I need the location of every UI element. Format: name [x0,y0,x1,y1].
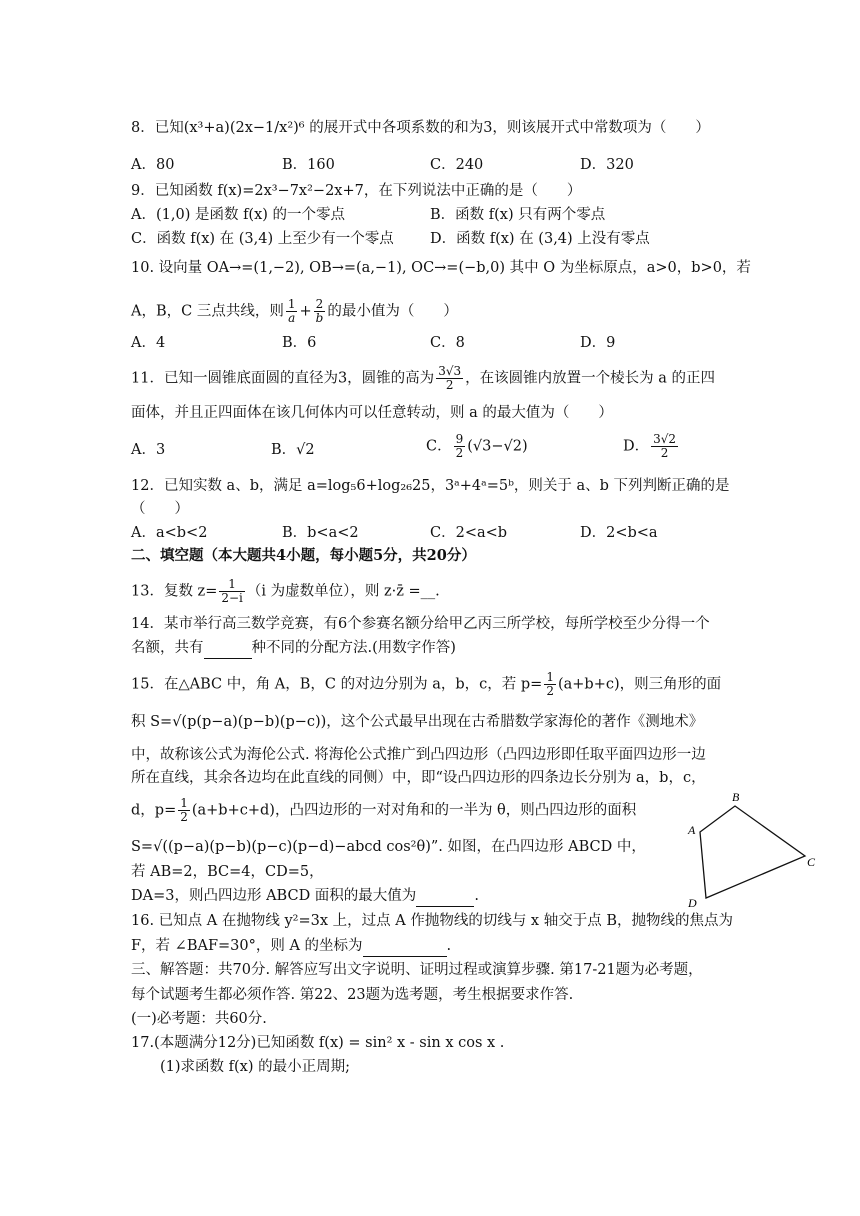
q8-option-b: B．160 [282,157,335,173]
q11-option-c-num: 9 [455,432,464,446]
q10-line1: 10. 设向量 OA→=(1,−2), OB→=(a,−1), OC→=(−b,0) 其中 O 为坐标原点，a>0，b>0，若 [131,260,751,276]
q14-answer-blank[interactable] [204,638,252,659]
section-3-heading: 三、解答题：共70分. 解答应写出文字说明、证明过程或演算步骤. 第17-21题为必考题， [131,962,703,978]
vertex-label-c: C [807,855,816,869]
q15-line1-post: (a+b+c)，则三角形的面 [557,676,722,693]
q14-line2 [131,638,456,659]
q11-option-d-frac [651,433,678,460]
q15-line6: S=√((p−a)(p−b)(p−c)(p−d)−abcd cos²θ)”. 如图，在凸四边形 ABCD 中， [131,839,646,855]
q9-option-b: B．函数 f(x) 只有两个零点 [430,207,606,223]
q10-option-b: B．6 [282,335,317,351]
q10-frac2-num: 2 [314,298,326,312]
q14-line2-pre: 名额，共有 [131,640,204,656]
q9-option-a: A．(1,0) 是函数 f(x) 的一个零点 [131,207,346,223]
q11-height-den: 2 [445,378,454,392]
q12-line1: 12．已知实数 a、b，满足 a=log₅6+log₂₆25，3ᵃ+4ᵃ=5ᵇ，则关于 a、b 下列判断正确的是 [131,478,730,494]
q12-option-b: B．b<a<2 [282,525,359,541]
q14-line1: 14．某市举行高三数学竞赛，有6个参赛名额分给甲乙丙三所学校，每所学校至少分得一个 [131,616,710,632]
q15-line7: 若 AB=2，BC=4，CD=5， [131,864,324,880]
q11-height-num: 3√3 [438,364,462,378]
q15-p-num: 1 [546,670,554,684]
q11-height-frac [436,365,463,392]
q15-line8-post: . [474,888,479,904]
quadrilateral-abcd [700,806,805,898]
q15-line4: 所在直线，其余各边均在此直线的同侧）中，即“设凸四边形的四条边长分别为 a，b，c， [131,770,706,786]
q16-line1: 16. 已知点 A 在抛物线 y²=3x 上，过点 A 作抛物线的切线与 x 轴交于点 B，抛物线的焦点为 [131,913,733,929]
q12-option-d: D．2<b<a [580,525,658,541]
section-2-heading: 二、填空题（本大题共4小题，每小题5分，共20分） [131,547,476,564]
required-heading: (一)必考题：共60分. [131,1011,267,1027]
q10-line2 [131,298,458,325]
q11-option-d-label: D． [623,438,650,455]
q15-answer-blank[interactable] [416,886,474,907]
q16-line2-post: . [446,938,452,954]
q16-answer-blank[interactable] [363,936,447,957]
q10-line2-pre: A，B，C 三点共线，则 [131,303,284,320]
q11-option-d-den: 2 [660,446,669,460]
q11-option-d-num: 3√2 [653,432,677,446]
q13-frac [219,578,245,605]
q15-line3: 中，故称该公式为海伦公式. 将海伦公式推广到凸四边形（凸四边形即任取平面四边形一边 [131,747,706,763]
q15-line1 [131,671,721,698]
q9-option-d: D．函数 f(x) 在 (3,4) 上没有零点 [430,231,650,247]
q11-option-d [623,433,680,460]
section-3-note: 每个试题考生都必须作答. 第22、23题为选考题，考生根据要求作答. [131,987,574,1003]
q10-plus: + [299,303,312,320]
q15-line5-post: (a+b+c+d)，凸四边形的一对对角和的一半为 θ，则凸四边形的面积 [191,802,637,819]
q11-option-c [426,433,528,460]
q15-p-frac [544,671,556,698]
q15-line8 [131,886,479,907]
q15-p2-den: 2 [180,810,188,824]
q11-option-a: A．3 [131,442,166,458]
q11-line2: 面体，并且正四面体在该几何体内可以任意转动，则 a 的最大值为（ ） [131,405,613,421]
q12-option-c: C．2<a<b [430,525,508,541]
vertex-label-b: B [732,790,740,804]
q12-line2: （ ） [131,501,189,517]
q15-line5-pre: d，p= [131,802,177,819]
q17-line2: (1)求函数 f(x) 的最小正周期; [160,1059,351,1075]
q15-p2-num: 1 [180,796,188,810]
q13-num: 1 [219,578,245,592]
q12-option-a: A．a<b<2 [131,525,208,541]
q13-post: （i 为虚数单位），则 z·z̄ =__. [246,583,440,600]
q16-line2-pre: F，若 ∠BAF=30°，则 A 的坐标为 [131,938,363,954]
q10-frac1-den: a [288,311,296,325]
q9-option-c: C．函数 f(x) 在 (3,4) 上至少有一个零点 [131,231,394,247]
q13-den: 2−i [221,591,243,605]
q11-option-c-den: 2 [455,446,464,460]
q15-line5 [131,797,636,824]
q17-line1: 17.(本题满分12分)已知函数 f(x) = sin² x - sin x cos x . [131,1035,505,1051]
q14-line2-post: 种不同的分配方法.(用数字作答) [251,640,456,656]
q10-option-d: D．9 [580,335,616,351]
q11-option-c-label: C． [426,438,452,455]
vertex-label-d: D [688,896,697,910]
q11-line1-pre: 11．已知一圆锥底面圆的直径为3，圆锥的高为 [131,370,435,387]
q10-option-c: C．8 [430,335,465,351]
quadrilateral-figure [680,790,820,910]
q11-option-b: B．√2 [271,442,315,458]
q10-frac1-num: 1 [287,297,296,311]
q11-option-c-post: (√3−√2) [467,438,528,455]
q8-option-a: A．80 [131,157,175,173]
q10-frac2 [314,298,326,325]
q8-stem: 8．已知(x³+a)(2x−1/x²)⁶ 的展开式中各项系数的和为3，则该展开式中常数项为（ ） [131,120,710,136]
q16-line2 [131,936,451,957]
q9-stem: 9．已知函数 f(x)=2x³−7x²−2x+7，在下列说法中正确的是（ ） [131,183,582,199]
q15-line2: 积 S=√(p(p−a)(p−b)(p−c))，这个公式最早出现在古希腊数学家海伦的著作《测地术》 [131,714,704,730]
q10-option-a: A．4 [131,335,166,351]
q15-p-den: 2 [546,684,554,698]
q11-line1-post: ，在该圆锥内放置一个棱长为 a 的正四 [465,370,715,387]
q11-option-c-frac [454,433,466,460]
q13-line [131,578,440,605]
q10-line2-post: 的最小值为（ ） [327,303,458,320]
q15-line1-pre: 15．在△ABC 中，角 A，B，C 的对边分别为 a，b，c，若 p= [131,676,543,693]
q10-frac1 [286,298,298,325]
q15-p-frac-2 [178,797,190,824]
vertex-label-a: A [688,823,696,837]
q8-option-d: D．320 [580,157,634,173]
q10-frac2-den: b [315,311,324,325]
q8-option-c: C．240 [430,157,484,173]
q15-line8-pre: DA=3，则凸四边形 ABCD 面积的最大值为 [131,888,417,904]
q11-line1 [131,365,715,392]
q13-pre: 13．复数 z= [131,583,218,600]
